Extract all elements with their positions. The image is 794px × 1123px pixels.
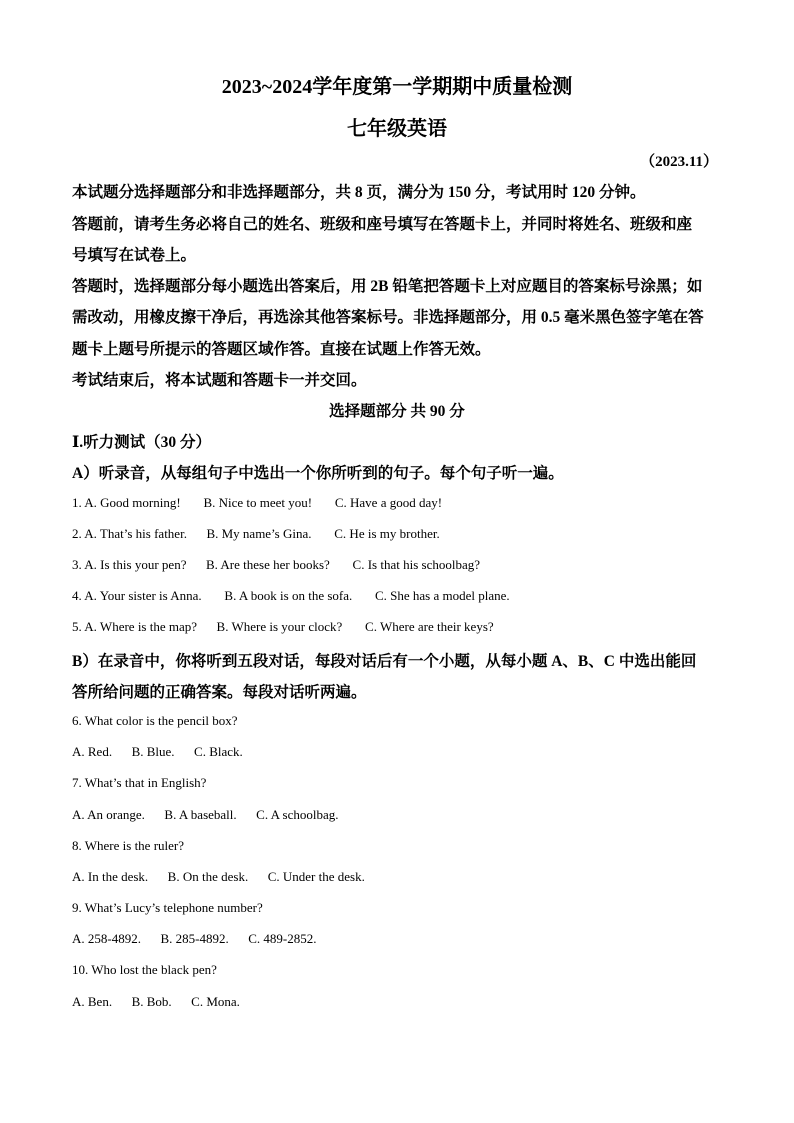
instruction-line: 号填写在试卷上。	[72, 247, 197, 264]
section-title: 选择题部分 共 90 分	[329, 403, 465, 420]
question-text: 7. What’s that in English?	[72, 775, 207, 790]
instruction-line: 答题前，请考生务必将自己的姓名、班级和座号填写在答题卡上，并同时将姓名、班级和座	[72, 216, 693, 233]
question-item: 3. A. Is this your pen? B. Are these her books? C. Is that his schoolbag?	[72, 557, 480, 572]
instruction-line: 答题时，选择题部分每小题选出答案后，用 2B 铅笔把答题卡上对应题目的答案标号涂黑；如	[72, 278, 703, 295]
exam-date: （2023.11）	[640, 154, 718, 170]
question-options: A. In the desk. B. On the desk. C. Under the desk.	[72, 869, 365, 884]
partB-title: B）在录音中，你将听到五段对话，每段对话后有一个小题，从每小题 A、B、C 中选出能回	[72, 653, 697, 670]
question-text: 10. Who lost the black pen?	[72, 962, 217, 977]
question-text: 8. Where is the ruler?	[72, 838, 185, 853]
question-text: 6. What color is the pencil box?	[72, 713, 238, 728]
question-item: 1. A. Good morning! B. Nice to meet you! C. Have a good day!	[72, 495, 443, 510]
question-item: 5. A. Where is the map? B. Where is your clock? C. Where are their keys?	[72, 619, 494, 634]
instruction-line: 需改动，用橡皮擦干净后，再选涂其他答案标号。非选择题部分，用 0.5 毫米黑色签字笔在答	[72, 309, 704, 326]
question-item: 4. A. Your sister is Anna. B. A book is on the sofa. C. She has a model plane.	[72, 588, 510, 603]
instruction-line: 考试结束后，将本试题和答题卡一并交回。	[72, 372, 367, 389]
partA-title: A）听录音，从每组句子中选出一个你所听到的句子。每个句子听一遍。	[72, 465, 564, 482]
question-text: 9. What’s Lucy’s telephone number?	[72, 900, 263, 915]
instruction-line: 题卡上题号所提示的答题区域作答。直接在试题上作答无效。	[72, 341, 491, 358]
question-options: A. An orange. B. A baseball. C. A schoolbag.	[72, 807, 339, 822]
part1-title: Ⅰ.听力测试（30 分）	[72, 434, 212, 451]
question-options: A. 258-4892. B. 285-4892. C. 489-2852.	[72, 931, 317, 946]
question-options: A. Red. B. Blue. C. Black.	[72, 744, 243, 759]
instruction-line: 本试题分选择题部分和非选择题部分，共 8 页，满分为 150 分，考试用时 120 分钟。	[72, 184, 646, 201]
partB-title: 答所给问题的正确答案。每段对话听两遍。	[72, 684, 367, 701]
question-options: A. Ben. B. Bob. C. Mona.	[72, 994, 240, 1009]
exam-title: 2023~2024学年度第一学期期中质量检测	[221, 76, 573, 98]
question-item: 2. A. That’s his father. B. My name’s Gina. C. He is my brother.	[72, 526, 440, 541]
exam-subtitle: 七年级英语	[347, 118, 447, 140]
